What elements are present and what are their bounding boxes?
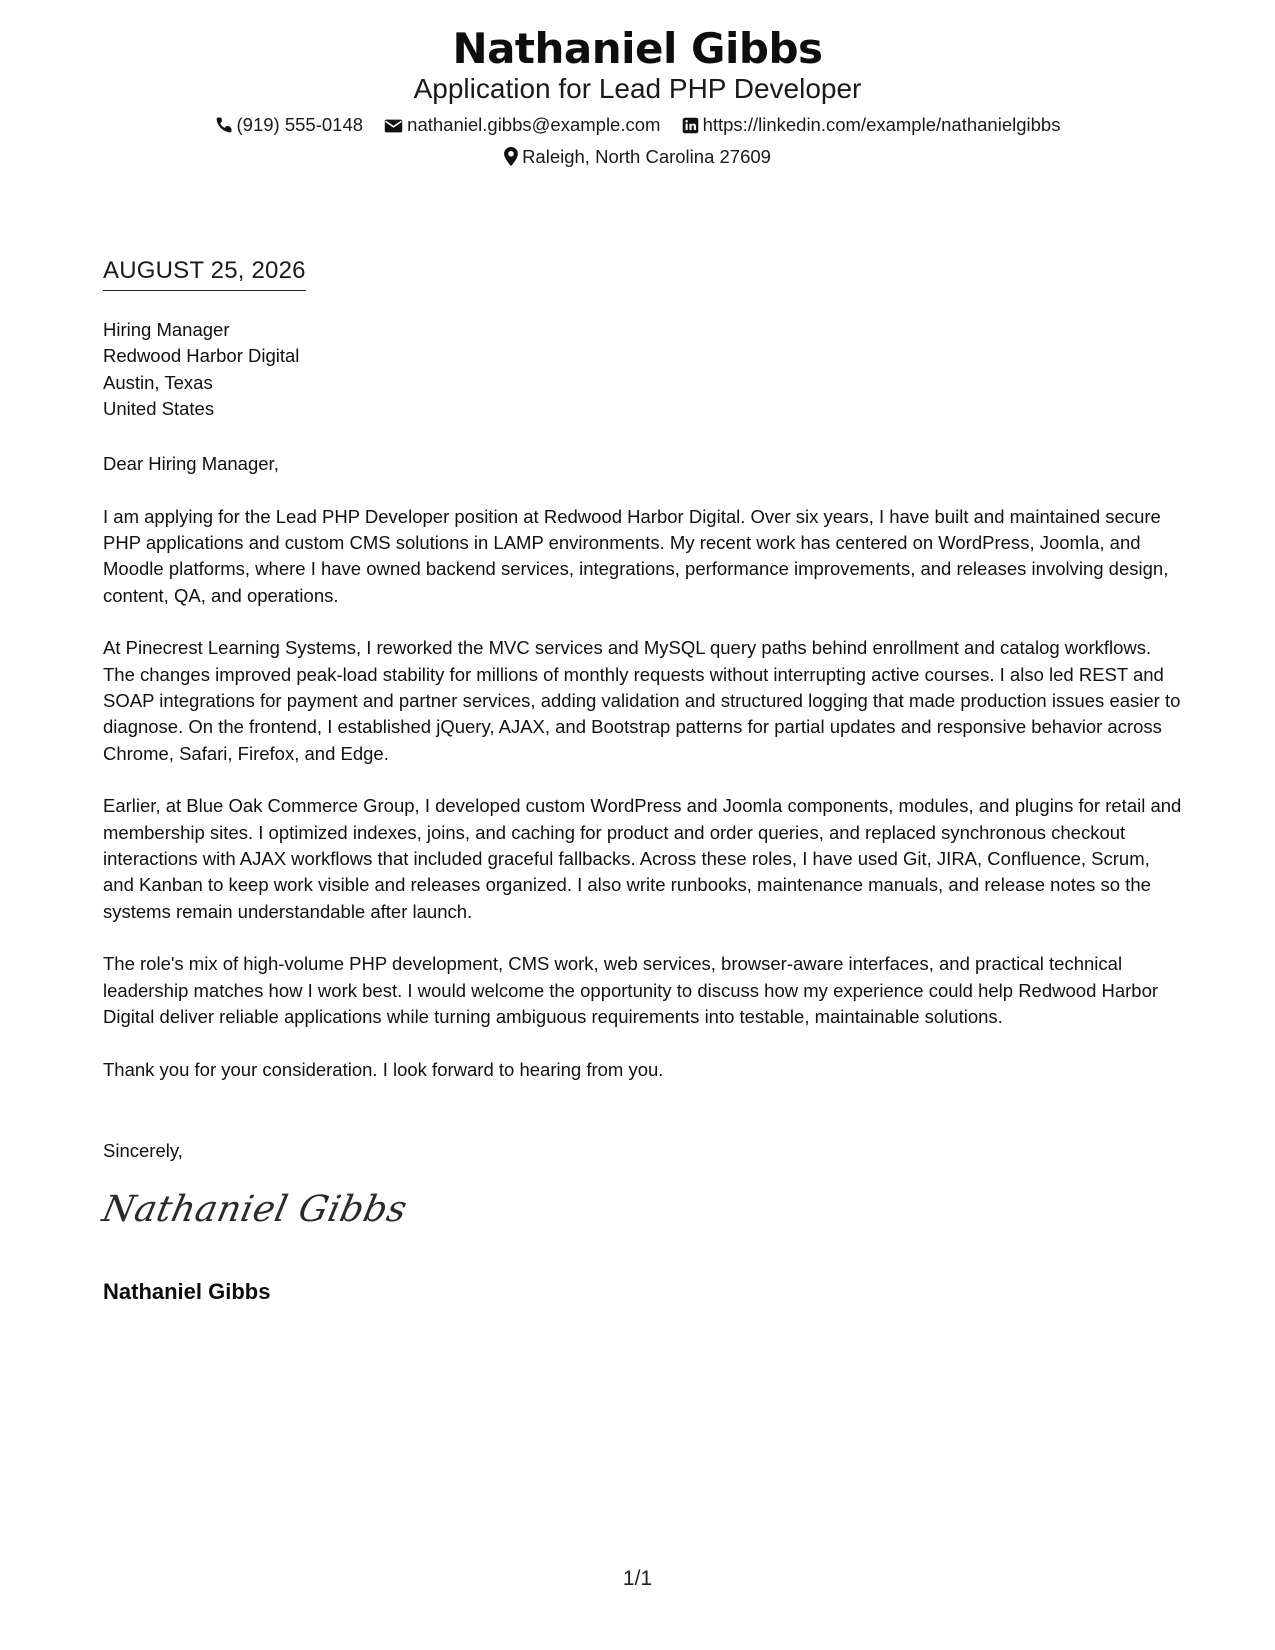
body-paragraph: Earlier, at Blue Oak Commerce Group, I developed custom WordPress and Joomla components, modules, and plugins for retail and membership sites. I optimized indexes, joins, and caching for product and order queries, and replaced synchronous checkout interactions with AJAX workflows that included graceful fallbacks. Across these roles, I have used Git, JIRA, Confluence, Scrum, and Kanban to keep work visible and releases organized. I also write runbooks, maintenance manuals, and release notes so the systems remain understandable after launch. xyxy=(103,795,1182,922)
phone-text: (919) 555-0148 xyxy=(236,114,364,135)
linkedin-link[interactable]: https://linkedin.com/example/nathanielgibbs xyxy=(702,114,1061,135)
closing: Sincerely, xyxy=(103,1140,183,1161)
contact-row-secondary xyxy=(0,144,1275,170)
location-text: Raleigh, North Carolina 27609 xyxy=(522,146,771,167)
recipient-line: United States xyxy=(103,397,215,419)
handwritten-signature: Nathaniel Gibbs xyxy=(98,1189,411,1230)
letter-date: AUGUST 25, 2026 xyxy=(103,256,306,291)
application-title: Application for Lead PHP Developer xyxy=(413,73,862,104)
salutation: Dear Hiring Manager, xyxy=(103,453,279,474)
contact-linkedin[interactable] xyxy=(682,112,1061,138)
phone-icon xyxy=(215,116,233,134)
body-paragraph: I am applying for the Lead PHP Developer position at Redwood Harbor Digital. Over six years, I have built and maintained secure PHP applications and custom CMS solutions in LAMP environments. My recent work has centered on WordPress, Joomla, and Moodle platforms, where I have owned backend services, integrations, performance improvements, and releases involving design, content, QA, and operations. xyxy=(103,505,1169,606)
body-paragraph: At Pinecrest Learning Systems, I reworked the MVC services and MySQL query paths behind enrollment and catalog workflows. The changes improved peak-load stability for millions of monthly requests without interrupting active courses. I also led REST and SOAP integrations for payment and partner services, adding validation and structured logging that made production issues easier to diagnose. On the frontend, I established jQuery, AJAX, and Bootstrap patterns for partial updates and responsive behavior across Chrome, Safari, Firefox, and Edge. xyxy=(103,637,1181,764)
email-link[interactable]: nathaniel.gibbs@example.com xyxy=(407,114,661,135)
recipient-block xyxy=(103,317,299,422)
contact-location xyxy=(504,144,771,170)
body-paragraph: The role's mix of high-volume PHP development, CMS work, web services, browser-aware interfaces, and practical technical leadership matches how I work best. I would welcome the opportunity to discuss how my experience could help Redwood Harbor Digital deliver reliable applications while turning ambiguous requirements into testable, maintainable solutions. xyxy=(103,953,1159,1028)
map-pin-icon xyxy=(504,147,518,166)
contact-phone xyxy=(215,112,364,138)
envelope-icon xyxy=(384,118,403,134)
letter-body xyxy=(103,451,1183,1110)
body-paragraph: Thank you for your consideration. I look forward to hearing from you. xyxy=(103,1058,664,1080)
applicant-name: Nathaniel Gibbs xyxy=(452,24,823,73)
linkedin-icon xyxy=(682,117,699,134)
contact-email[interactable] xyxy=(384,112,660,138)
signed-name: Nathaniel Gibbs xyxy=(103,1279,271,1304)
recipient-line: Hiring Manager xyxy=(103,319,230,340)
recipient-line: Austin, Texas xyxy=(103,371,213,393)
page-number: 1/1 xyxy=(622,1567,653,1590)
recipient-line: Redwood Harbor Digital xyxy=(103,345,300,367)
contact-row-primary xyxy=(0,112,1275,138)
